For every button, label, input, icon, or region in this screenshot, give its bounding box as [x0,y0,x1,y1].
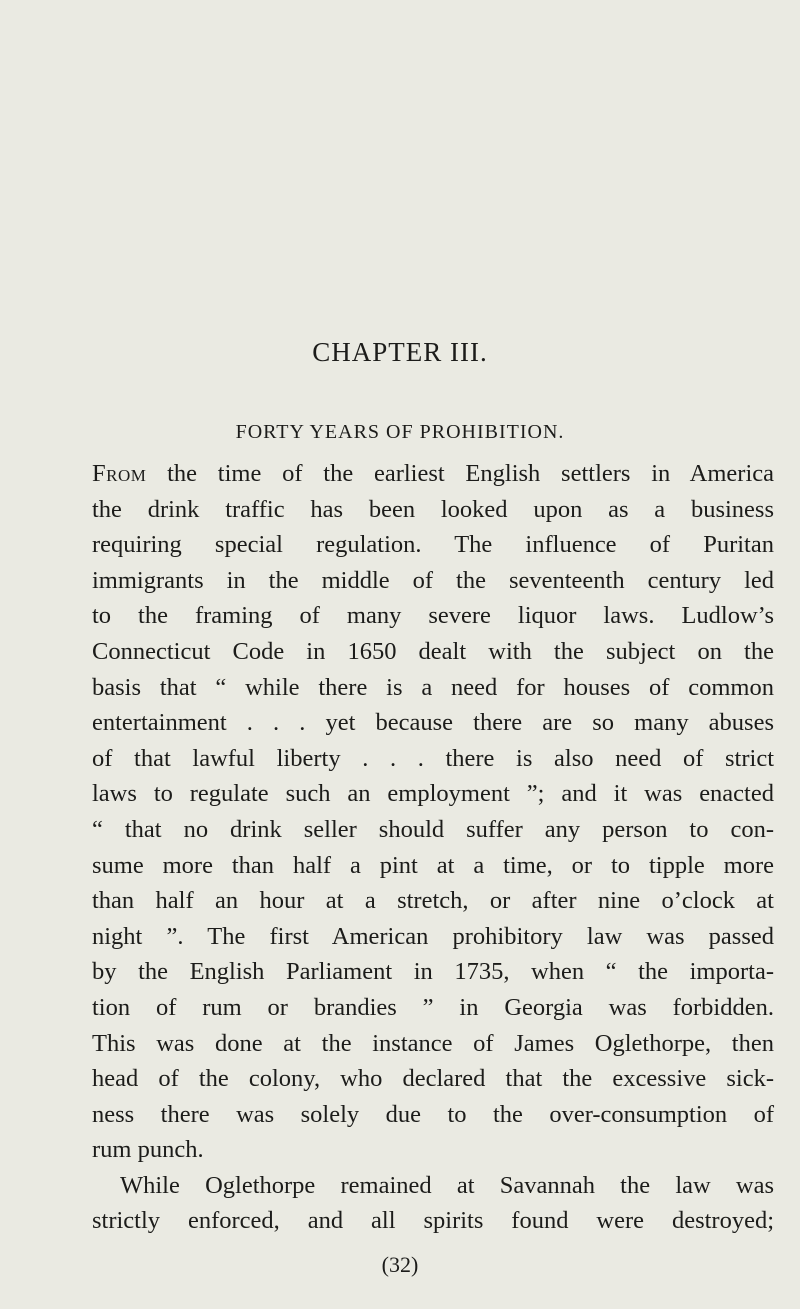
paragraph-line: immigrants in the middle of the seventeenth century led [92,566,774,594]
paragraph-line: than half an hour at a stretch, or after nine o’clock at [92,887,774,915]
paragraph-line: by the English Parliament in 1735, when “ the importa- [92,958,774,986]
chapter-heading: CHAPTER III. [312,337,488,367]
paragraph-line [92,456,774,492]
paragraph-line: ness there was solely due to the over-consumption of [92,1100,774,1128]
paragraph-line: of that lawful liberty . . . there is also need of strict [92,744,774,772]
page-number: (32) [381,1252,419,1277]
paragraph-line: sume more than half a pint at a time, or to tipple more [92,851,774,879]
paragraph-line: tion of rum or brandies ” in Georgia was forbidden. [92,993,774,1021]
paragraph-line: the drink traffic has been looked upon as a business [92,495,774,523]
paragraph-line: requiring special regulation. The influence of Puritan [92,531,774,559]
line-text: the time of the earliest English settlers in America [146,460,774,487]
paragraph-line: Connecticut Code in 1650 dealt with the subject on the [92,637,774,665]
paragraph-line: laws to regulate such an employment ”; and it was enacted [92,780,774,808]
paragraph-line: to the framing of many severe liquor laws. Ludlow’s [92,602,774,630]
paragraph-line: “ that no drink seller should suffer any person to con- [92,815,774,843]
paragraph-line: entertainment . . . yet because there are so many abuses [92,709,774,737]
paragraph-line: rum punch. [92,1136,204,1164]
paragraph-line: night ”. The first American prohibitory law was passed [92,922,774,950]
paragraph-line: While Oglethorpe remained at Savannah the law was [120,1171,774,1199]
paragraph-line: This was done at the instance of James Oglethorpe, then [92,1029,774,1057]
paragraph-line: basis that “ while there is a need for houses of common [92,673,774,701]
paragraph-line: strictly enforced, and all spirits found were destroyed; [92,1207,774,1235]
body-text [92,456,774,1239]
paragraph-line: head of the colony, who declared that the excessive sick- [92,1065,774,1093]
lead-word: From [92,460,147,487]
chapter-title: FORTY YEARS OF PROHIBITION. [235,421,565,443]
